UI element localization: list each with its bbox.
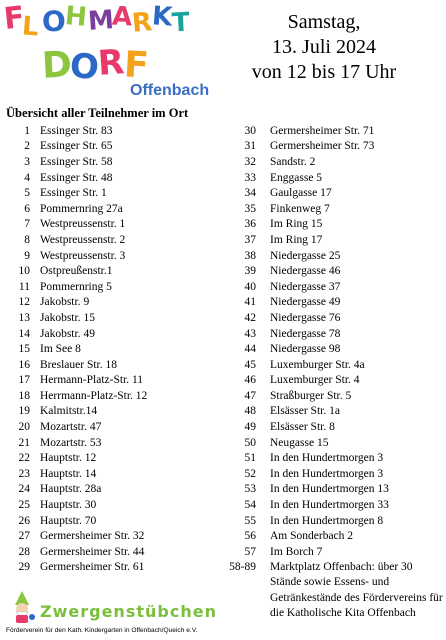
participant-row xyxy=(6,123,226,139)
participant-address: Niedergasse 76 xyxy=(270,311,341,324)
participant-row xyxy=(6,279,226,295)
participant-row xyxy=(6,201,226,217)
participant-address: Sandstr. 2 xyxy=(270,155,316,168)
participant-number: 34 xyxy=(244,187,256,200)
participant-row xyxy=(6,560,226,576)
participant-address: Am Sonderbach 2 xyxy=(270,530,354,543)
participant-address: Pommernring 27a xyxy=(40,202,123,215)
participant-address: Hermann-Platz-Str. 11 xyxy=(40,374,144,387)
event-day: Samstag, xyxy=(287,11,361,33)
participant-row xyxy=(228,497,442,513)
logo-letter: O xyxy=(68,46,101,88)
participant-row xyxy=(228,232,442,248)
event-time: von 12 bis 17 Uhr xyxy=(251,61,397,83)
participant-row xyxy=(6,295,226,311)
participant-address: Niedergasse 37 xyxy=(270,280,341,293)
participant-address: In den Hundertmorgen 8 xyxy=(270,514,384,527)
participant-number: 58-89 xyxy=(229,561,256,574)
participant-address: In den Hundertmorgen 33 xyxy=(270,499,389,512)
participant-row xyxy=(228,139,442,155)
participant-number: 32 xyxy=(244,155,256,168)
participant-number: 44 xyxy=(244,343,256,356)
logo-letter: D xyxy=(40,44,73,87)
participant-number: 8 xyxy=(24,233,30,246)
participant-address: Essinger Str. 48 xyxy=(40,171,113,184)
participant-number: 10 xyxy=(18,265,30,278)
participant-row xyxy=(228,388,442,404)
participant-number: 26 xyxy=(18,514,30,527)
logo-town: Offenbach xyxy=(130,82,210,99)
participant-address: Gaulgasse 17 xyxy=(270,187,332,200)
participant-address: Elsässer Str. 8 xyxy=(270,421,335,434)
logo-letter: F xyxy=(122,44,150,87)
participant-address: Westpreussenstr. 2 xyxy=(40,233,126,246)
participant-number: 42 xyxy=(244,311,256,324)
participant-address: Essinger Str. 58 xyxy=(40,155,113,168)
participant-number: 57 xyxy=(244,545,256,558)
participant-row xyxy=(228,404,442,420)
participant-overview-title: Übersicht aller Teilnehmer im Ort xyxy=(6,106,189,120)
participant-address: Im Ring 15 xyxy=(270,218,323,231)
participant-number: 29 xyxy=(18,561,30,574)
participant-row xyxy=(6,373,226,389)
flohmarkt-dorf-logo xyxy=(2,0,210,102)
participant-number: 3 xyxy=(24,155,30,168)
marketplace-description: Marktplatz Offenbach: über 30 Stände sowie Essens- und Getränkestände des Fördervereins für die Katholische Kita Offenbach xyxy=(270,560,443,620)
participant-address: Mozartstr. 47 xyxy=(40,421,102,434)
event-date-header xyxy=(224,10,424,85)
participant-address: Kalmitstr.14 xyxy=(40,405,98,418)
participant-number: 35 xyxy=(244,202,256,215)
participant-row xyxy=(6,139,226,155)
logo-letter: O xyxy=(41,4,67,39)
participant-number: 43 xyxy=(244,327,256,340)
participant-number: 18 xyxy=(18,389,30,402)
participant-address: Essinger Str. 1 xyxy=(40,187,107,200)
participant-number: 53 xyxy=(244,483,256,496)
participant-row xyxy=(228,341,442,357)
participant-number: 27 xyxy=(18,530,30,543)
participant-number: 38 xyxy=(244,249,256,262)
participant-row xyxy=(6,450,226,466)
participant-row xyxy=(228,263,442,279)
participant-number: 20 xyxy=(18,421,30,434)
participant-address: Mozartstr. 53 xyxy=(40,436,102,449)
participant-address: Essinger Str. 65 xyxy=(40,140,113,153)
participant-address: Im See 8 xyxy=(40,343,81,356)
participant-number: 52 xyxy=(244,467,256,480)
participant-number: 2 xyxy=(24,140,30,153)
participant-number: 30 xyxy=(244,124,256,137)
participant-address: Westpreussenstr. 3 xyxy=(40,249,126,262)
participant-row xyxy=(6,248,226,264)
participant-address: Niedergasse 78 xyxy=(270,327,341,340)
participant-number: 14 xyxy=(18,327,30,340)
participant-number: 23 xyxy=(18,467,30,480)
participant-row xyxy=(6,154,226,170)
participant-number: 46 xyxy=(244,374,256,387)
participant-row xyxy=(6,419,226,435)
participant-address: Hauptstr. 30 xyxy=(40,499,97,512)
participant-address: Germersheimer Str. 44 xyxy=(40,545,145,558)
participant-number: 17 xyxy=(18,374,30,387)
participant-row xyxy=(6,232,226,248)
participant-row xyxy=(228,544,442,560)
participant-address: Germersheimer Str. 73 xyxy=(270,140,375,153)
participant-row xyxy=(6,435,226,451)
participant-address: Im Ring 17 xyxy=(270,233,323,246)
participant-row xyxy=(6,388,226,404)
participant-number: 7 xyxy=(24,218,30,231)
participant-number: 21 xyxy=(18,436,30,449)
participant-number: 31 xyxy=(244,140,256,153)
participant-address: Niedergasse 98 xyxy=(270,343,341,356)
logo-letter: T xyxy=(171,7,191,39)
participant-row xyxy=(228,419,442,435)
participant-address: Im Borch 7 xyxy=(270,545,323,558)
participant-number: 51 xyxy=(244,452,256,465)
participant-address: Niedergasse 46 xyxy=(270,265,341,278)
participant-row xyxy=(228,528,442,544)
participant-address: Essinger Str. 83 xyxy=(40,124,113,137)
participant-number: 39 xyxy=(244,265,256,278)
participant-number: 19 xyxy=(18,405,30,418)
zwergenstuebchen-title: Zwergenstübchen xyxy=(40,602,217,621)
participant-number: 48 xyxy=(244,405,256,418)
participant-row xyxy=(228,170,442,186)
participant-number: 1 xyxy=(24,124,30,137)
participant-row xyxy=(228,201,442,217)
participant-row xyxy=(228,217,442,233)
participant-row xyxy=(6,513,226,529)
participant-address: Elsässer Str. 1a xyxy=(270,405,340,418)
participant-number: 13 xyxy=(18,311,30,324)
participant-address: Germersheimer Str. 32 xyxy=(40,530,145,543)
participant-address: In den Hundertmorgen 13 xyxy=(270,483,389,496)
participant-row xyxy=(6,482,226,498)
participant-list-left xyxy=(6,123,226,575)
participant-number: 16 xyxy=(18,358,30,371)
participant-row xyxy=(228,373,442,389)
participant-address: Finkenweg 7 xyxy=(270,202,330,215)
participant-address: Luxemburger Str. 4a xyxy=(270,358,365,371)
participant-row xyxy=(228,482,442,498)
participant-row xyxy=(6,170,226,186)
participant-number: 37 xyxy=(244,233,256,246)
participant-row xyxy=(228,466,442,482)
participant-number: 33 xyxy=(244,171,256,184)
participant-number: 49 xyxy=(244,421,256,434)
logo-letter: M xyxy=(86,5,115,37)
participant-row xyxy=(228,248,442,264)
participant-row xyxy=(6,528,226,544)
gnome-icon xyxy=(6,590,38,624)
participant-number: 4 xyxy=(24,171,30,184)
participant-list-right xyxy=(228,123,442,622)
participant-address: Germersheimer Str. 61 xyxy=(40,561,145,574)
participant-address: Luxemburger Str. 4 xyxy=(270,374,360,387)
participant-number: 22 xyxy=(18,452,30,465)
participant-number: 9 xyxy=(24,249,30,262)
participant-row xyxy=(6,497,226,513)
participant-row xyxy=(228,310,442,326)
logo-letter: A xyxy=(111,1,133,33)
participant-row xyxy=(6,217,226,233)
participant-number: 25 xyxy=(18,499,30,512)
participant-number: 40 xyxy=(244,280,256,293)
participant-address: Germersheimer Str. 71 xyxy=(270,124,375,137)
participant-address: Hauptstr. 14 xyxy=(40,467,97,480)
logo-letter: H xyxy=(63,1,89,33)
participant-address: In den Hundertmorgen 3 xyxy=(270,467,384,480)
participant-number: 56 xyxy=(244,530,256,543)
participant-address: Jakobstr. 15 xyxy=(40,311,95,324)
participant-row xyxy=(228,185,442,201)
participant-number: 28 xyxy=(18,545,30,558)
participant-row xyxy=(6,357,226,373)
participant-address: Jakobstr. 9 xyxy=(40,296,90,309)
participant-row xyxy=(228,295,442,311)
participant-address: Niedergasse 49 xyxy=(270,296,341,309)
logo-letter: K xyxy=(150,1,174,33)
participant-address: Pommernring 5 xyxy=(40,280,112,293)
participant-row xyxy=(228,326,442,342)
participant-row xyxy=(228,123,442,139)
participant-row xyxy=(6,404,226,420)
logo-letter: F xyxy=(2,0,27,37)
logo-letter: R xyxy=(130,7,154,39)
participant-row xyxy=(6,326,226,342)
participant-number: 54 xyxy=(244,499,256,512)
logo-letter: R xyxy=(96,42,126,84)
logo-letter: L xyxy=(20,11,40,43)
participant-row xyxy=(6,310,226,326)
participant-number: 5 xyxy=(24,187,30,200)
participant-address: Hauptstr. 12 xyxy=(40,452,97,465)
participant-address: Straßburger Str. 5 xyxy=(270,389,352,402)
participant-row xyxy=(228,357,442,373)
participant-address: Jakobstr. 49 xyxy=(40,327,95,340)
participant-number: 41 xyxy=(244,296,256,309)
participant-row xyxy=(6,341,226,357)
participant-address: Niedergasse 25 xyxy=(270,249,341,262)
participant-row xyxy=(6,544,226,560)
participant-number: 47 xyxy=(244,389,256,402)
participant-address: Neugasse 15 xyxy=(270,436,329,449)
participant-row xyxy=(6,263,226,279)
participant-address: Westpreussenstr. 1 xyxy=(40,218,126,231)
participant-address: Ostpreußenstr.1 xyxy=(40,265,113,278)
participant-row xyxy=(228,450,442,466)
participant-number: 24 xyxy=(18,483,30,496)
participant-row xyxy=(228,279,442,295)
participant-number: 36 xyxy=(244,218,256,231)
participant-number: 12 xyxy=(18,296,30,309)
participant-number: 55 xyxy=(244,514,256,527)
participant-address: Herrmann-Platz-Str. 12 xyxy=(40,389,148,402)
participant-address: Hauptstr. 70 xyxy=(40,514,97,527)
participant-row xyxy=(228,513,442,529)
participant-number: 50 xyxy=(244,436,256,449)
participant-row xyxy=(6,466,226,482)
event-date: 13. Juli 2024 xyxy=(272,36,376,58)
participant-row xyxy=(228,435,442,451)
participant-row xyxy=(228,154,442,170)
participant-row xyxy=(6,185,226,201)
zwergenstuebchen-subtitle: Förderverein für den Kath. Kindergarten in Offenbach/Queich e.V. xyxy=(6,627,198,634)
participant-number: 6 xyxy=(24,202,30,215)
participant-number: 45 xyxy=(244,358,256,371)
participant-address: In den Hundertmorgen 3 xyxy=(270,452,384,465)
participant-address: Breslauer Str. 18 xyxy=(40,358,117,371)
participant-number: 11 xyxy=(18,280,30,293)
participant-address: Hauptstr. 28a xyxy=(40,483,102,496)
participant-address: Enggasse 5 xyxy=(270,171,323,184)
participant-number: 15 xyxy=(18,343,30,356)
